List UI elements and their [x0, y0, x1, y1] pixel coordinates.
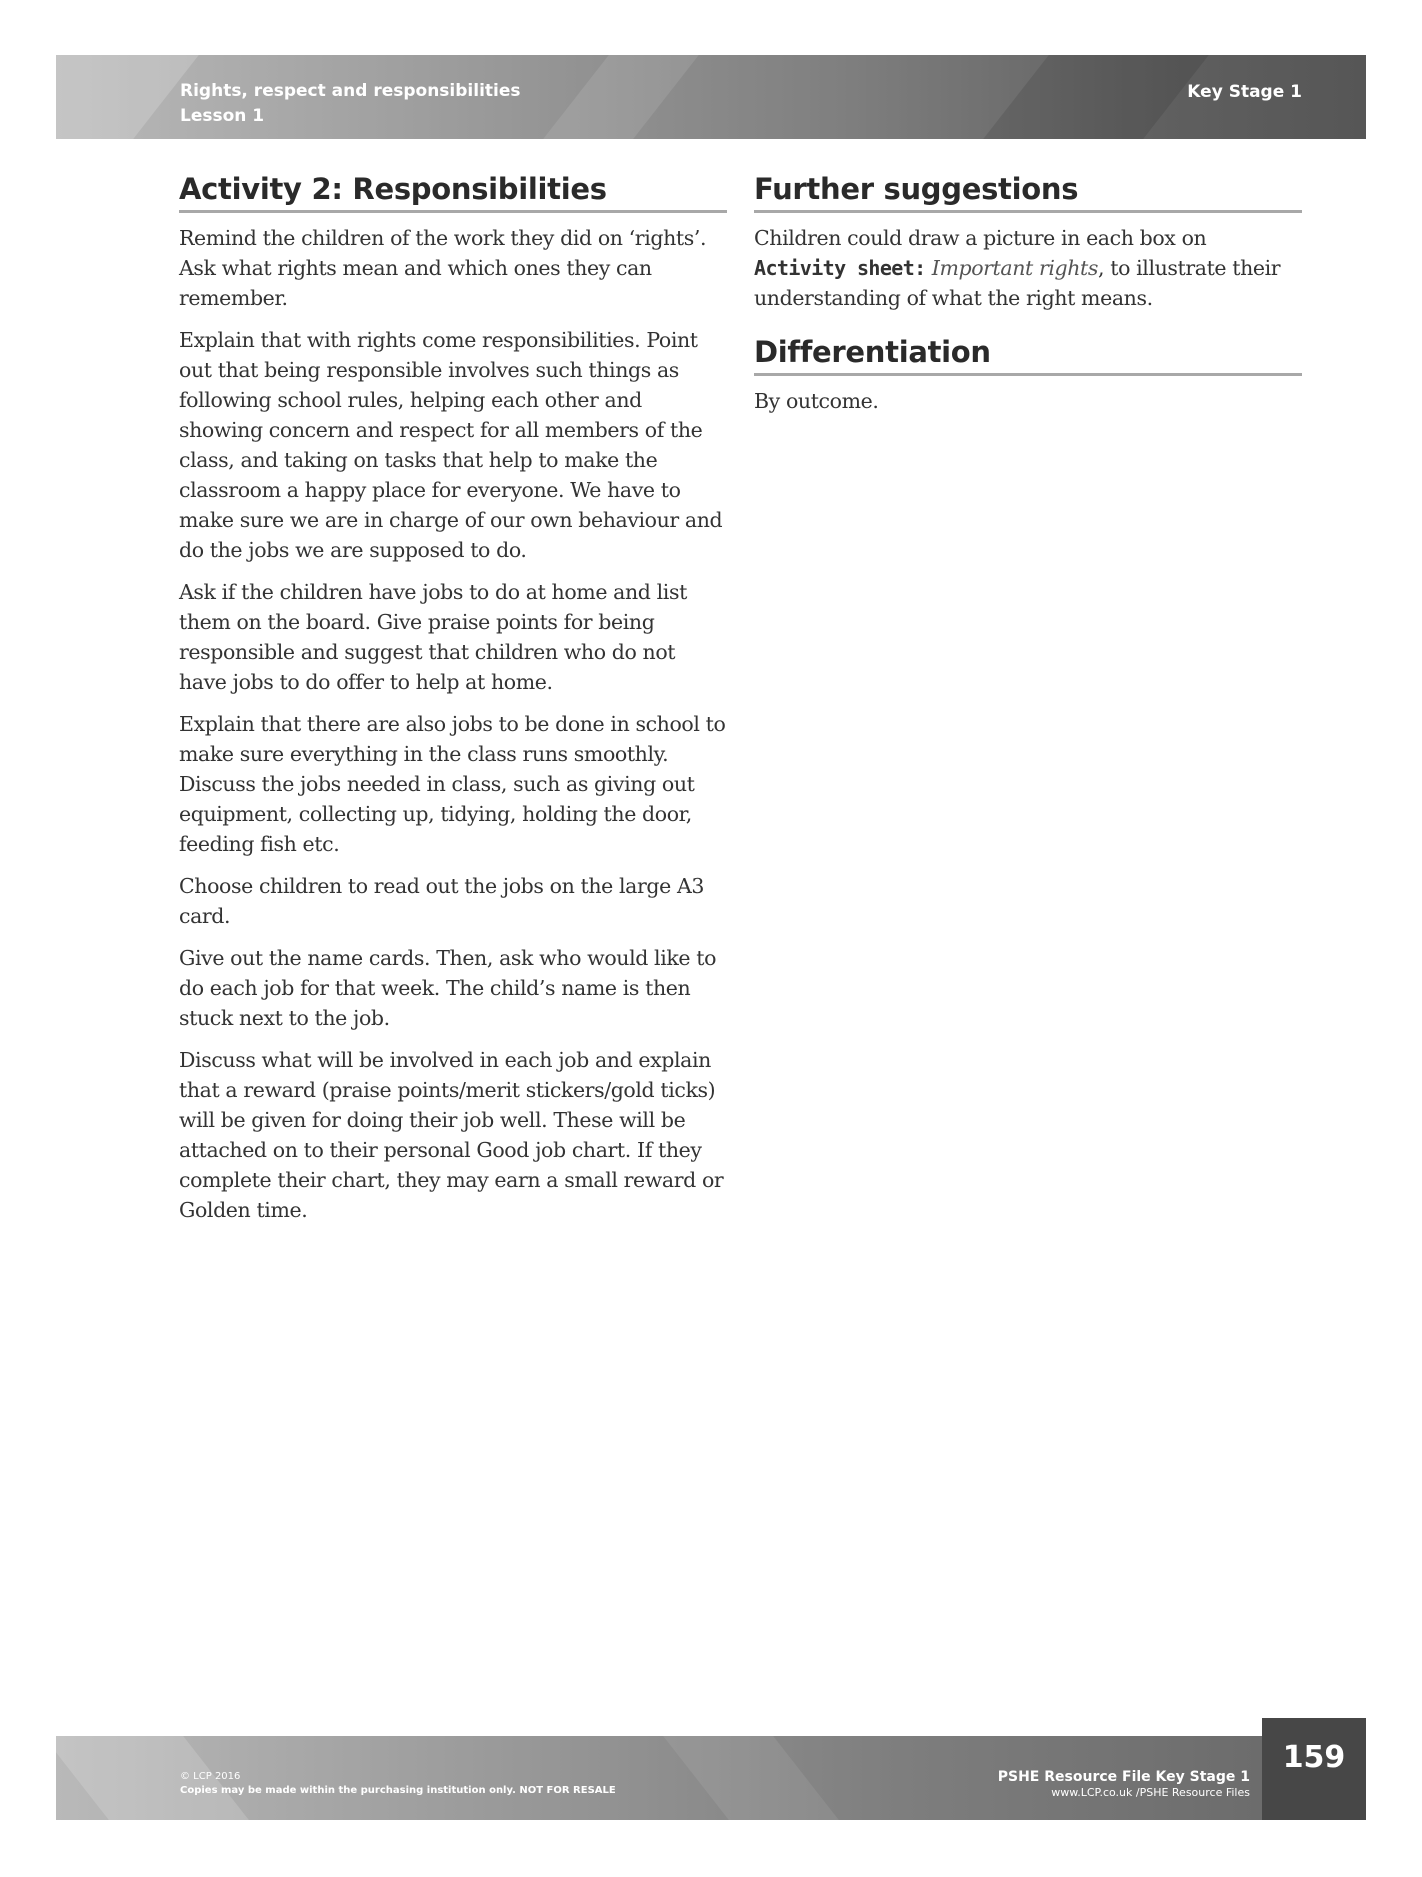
activity-paragraph: Ask if the children have jobs to do at home and list them on the board. Give praise points for being responsible and suggest that children who do not have jobs to do offer to help at home. [179, 580, 687, 694]
differentiation-heading: Differentiation [754, 335, 1302, 376]
footer-product-block [998, 1768, 1250, 1800]
activity-paragraph: Explain that with rights come responsibilities. Point out that being responsible involves such things as following school rules, helping each other and showing concern and respect for all members of the class, and taking on tasks that help to make the classroom a happy place for everyone. We have to make sure we are in charge of our own behaviour and do the jobs we are supposed to do. [179, 328, 723, 562]
footer-copyright-block [180, 1770, 616, 1798]
activity-paragraph: Remind the children of the work they did on ‘rights’. Ask what rights mean and which ones they can remember. [179, 226, 707, 310]
page-number: 159 [1262, 1718, 1366, 1820]
page-footer [56, 1736, 1262, 1820]
further-text-start: Children could draw a picture in each box on [754, 226, 1207, 250]
header-title-block [180, 79, 521, 129]
header-decoration [56, 55, 199, 139]
header-key-stage: Key Stage 1 [1187, 82, 1302, 102]
activity-paragraph: Choose children to read out the jobs on the large A3 card. [179, 874, 704, 928]
activity-paragraph: Explain that there are also jobs to be done in school to make sure everything in the class runs smoothly. Discuss the jobs needed in class, such as giving out equipment, collecting up, tidying, holding the door, feeding fish etc. [179, 712, 726, 856]
footer-decoration [663, 1736, 839, 1820]
header-lesson: Lesson 1 [180, 106, 265, 126]
page-header [56, 55, 1366, 139]
header-decoration [983, 55, 1209, 139]
differentiation-text: By outcome. [754, 389, 879, 413]
left-column [179, 172, 727, 1237]
further-text-end: , to illustrate their understanding of what the right means. [754, 256, 1281, 310]
footer-product: PSHE Resource File Key Stage 1 [997, 1769, 1250, 1785]
header-decoration [543, 55, 699, 139]
header-title: Rights, respect and responsibilities [180, 81, 521, 101]
footer-copyright: © LCP 2016 [180, 1771, 241, 1782]
activity-heading: Activity 2: Responsibilities [179, 172, 727, 213]
activity-paragraph: Give out the name cards. Then, ask who would like to do each job for that week. The child’s name is then stuck next to the job. [179, 946, 717, 1030]
activity-paragraph: Discuss what will be involved in each job and explain that a reward (praise points/merit stickers/gold ticks) will be given for doing their job well. These will be attached on to their personal Good job chart. If they complete their chart, they may earn a small reward or Golden time. [179, 1048, 724, 1222]
footer-notice: Copies may be made within the purchasing institution only. NOT FOR RESALE [180, 1785, 616, 1796]
activity-sheet-title: Important rights [931, 256, 1099, 280]
footer-url: www.LCP.co.uk /PSHE Resource Files [1051, 1786, 1250, 1799]
right-column [754, 172, 1302, 428]
further-suggestions-heading: Further suggestions [754, 172, 1302, 213]
further-suggestions-text [754, 223, 1302, 313]
activity-sheet-label: Activity sheet: [754, 256, 926, 280]
